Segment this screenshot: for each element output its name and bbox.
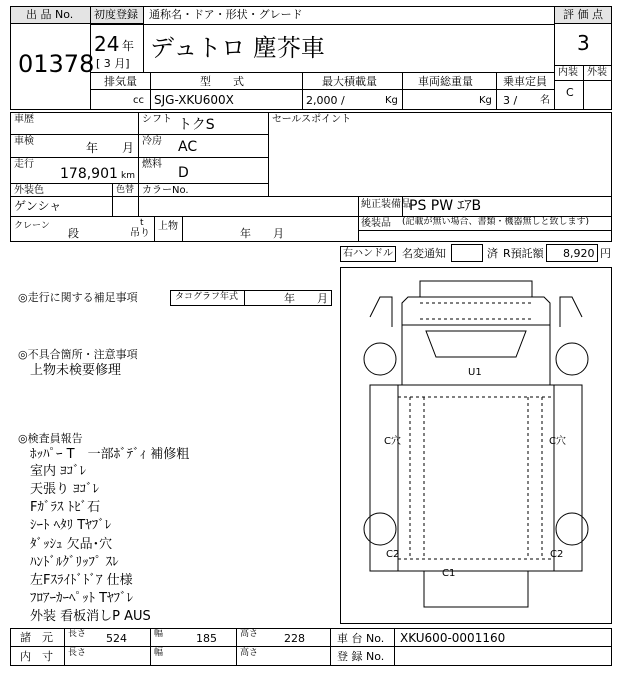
diagram-c-hole-left: C穴 <box>384 436 401 447</box>
height-label: 高さ <box>240 629 259 639</box>
inner-width-label: 幅 <box>154 648 164 658</box>
diagram-u1: U1 <box>468 367 482 378</box>
shift-value: トクS <box>178 117 215 133</box>
history-label: 車歴 <box>14 114 34 125</box>
equipment-label: 純正装備品 <box>361 199 411 210</box>
defect-label: ◎不具合箇所・注意事項 <box>18 348 138 361</box>
upper-value: 年 月 <box>240 227 284 240</box>
inspector-line: 外装 看板消しP AUS <box>30 609 151 624</box>
inspector-line: Fｶﾞﾗｽ ﾄﾋﾞ石 <box>30 500 101 515</box>
refund-value: 8,920 <box>563 247 595 260</box>
diagram-c-hole-right: C穴 <box>549 436 566 447</box>
overall-grade: 3 <box>577 31 590 55</box>
name-change-label: 名変通知 <box>402 247 446 260</box>
fuel-value: D <box>178 165 189 181</box>
dims-label: 諸 元 <box>20 631 53 644</box>
truck-damage-diagram <box>340 267 612 624</box>
gross-label: 車両総重量 <box>418 75 473 88</box>
aftermarket-label: 後装品 <box>361 218 391 229</box>
width-value: 185 <box>196 632 217 645</box>
kg-unit: Kg <box>385 95 398 106</box>
crane-steps: 段 <box>68 227 79 240</box>
capacity-unit: 名 <box>540 95 550 106</box>
inspector-line: 室内 ﾖｺﾞﾚ <box>30 464 87 479</box>
deposit-label: 済 <box>487 247 498 260</box>
chassis-value: XKU600-0001160 <box>400 631 506 645</box>
reg-label: 登 録 No. <box>337 650 385 663</box>
length-label: 長さ <box>68 629 87 639</box>
first-reg-year: 24 <box>94 32 120 56</box>
upper-label: 上物 <box>158 221 178 232</box>
model-label: 型 式 <box>200 75 244 88</box>
color-no-label: 色替 <box>116 185 135 195</box>
displacement-label: 排気量 <box>104 75 137 88</box>
inner-height-label: 高さ <box>240 648 259 658</box>
inner-label: 内 寸 <box>20 650 53 663</box>
handle-value: 右ハンドル <box>343 248 393 259</box>
color-label: 外装色 <box>14 185 44 196</box>
yen-unit: 円 <box>600 247 611 260</box>
first-reg-label: 初度登録 <box>94 8 138 21</box>
tacho-label: タコグラフ年式 <box>175 292 239 302</box>
inspector-line: ﾌﾛｱｰｶｰﾍﾟｯﾄ Tﾔﾌﾞﾚ <box>30 591 134 606</box>
color-value: ゲンシャ <box>14 199 62 213</box>
max-load: 2,000 / <box>306 94 345 107</box>
chassis-label: 車 台 No. <box>337 632 385 645</box>
shift-label: シフト <box>142 114 172 125</box>
inspector-label: ◎検査員報告 <box>18 432 83 445</box>
capacity-value: 3 / <box>503 94 518 107</box>
crane-hang: 吊り <box>130 228 150 239</box>
inner-length-label: 長さ <box>68 648 87 658</box>
ac-value: AC <box>178 139 198 155</box>
name-label: 通称名・ドア・形状・グレード <box>149 8 303 21</box>
lot-number: 01378 <box>18 50 95 78</box>
interior-label: 内装 <box>558 67 578 78</box>
inspector-line: 左Fｽﾗｲﾄﾞﾄﾞｱ 仕様 <box>30 573 133 588</box>
footer-frame <box>10 628 612 666</box>
car-name: デュトロ 塵芥車 <box>150 34 325 62</box>
length-value: 524 <box>106 632 127 645</box>
interior-grade: C <box>566 86 574 99</box>
sales-point-label: セールスポイント <box>272 114 352 125</box>
fuel-label: 燃料 <box>142 159 162 170</box>
color-no2-label: カラーNo. <box>142 185 189 196</box>
tacho-value: 年 月 <box>284 292 328 305</box>
inspection-label: 車検 <box>14 136 34 147</box>
diagram-c1: C1 <box>442 568 456 579</box>
width-label: 幅 <box>154 629 164 639</box>
inspector-line: 天張り ﾖｺﾞﾚ <box>30 482 100 497</box>
mileage-value: 178,901 <box>60 166 118 182</box>
height-value: 228 <box>284 632 305 645</box>
equipment-value: PS PW ｴｱB <box>409 198 482 214</box>
inspection-value: 年 月 <box>86 141 135 155</box>
diagram-c2-right: C2 <box>550 549 564 560</box>
year-unit: 年 <box>122 39 135 53</box>
lot-label: 出 品 No. <box>26 8 74 21</box>
defect-text: 上物未検要修理 <box>30 363 122 378</box>
exterior-label: 外装 <box>587 67 607 78</box>
capacity-label: 乗車定員 <box>503 75 547 88</box>
cc-unit: cc <box>133 95 144 106</box>
ac-label: 冷房 <box>142 136 162 147</box>
inspector-line: ｼｰﾄ ﾍﾀﾘ Tﾔﾌﾞﾚ <box>30 518 112 533</box>
grade-label: 評 価 点 <box>563 8 603 21</box>
mileage-unit: km <box>121 171 135 181</box>
inspector-line: ﾊﾝﾄﾞﾙｸﾞﾘｯﾌﾟ ｽﾚ <box>30 555 119 570</box>
aftermarket-note: (記載が無い場合、書類・機器無しと致します) <box>402 217 590 227</box>
kg-unit-2: Kg <box>479 95 492 106</box>
driving-label: ◎走行に関する補足事項 <box>18 291 138 304</box>
name-change-box <box>451 244 483 262</box>
mileage-label: 走行 <box>14 159 34 170</box>
crane-label: クレーン <box>14 221 50 231</box>
inspector-line: ﾀﾞｯｼｭ 欠品･穴 <box>30 537 113 552</box>
refund-label: R預託額 <box>503 247 544 260</box>
load-label: 最大積載量 <box>322 75 377 88</box>
model-code: SJG-XKU600X <box>154 93 234 107</box>
crane-t: t <box>140 218 144 228</box>
first-reg-month: [ 3 月] <box>96 57 130 70</box>
diagram-c2-left: C2 <box>386 549 400 560</box>
inspector-line: ﾎｯﾊﾟｰ T 一部ﾎﾞﾃﾞｨ 補修粗 <box>30 447 190 462</box>
